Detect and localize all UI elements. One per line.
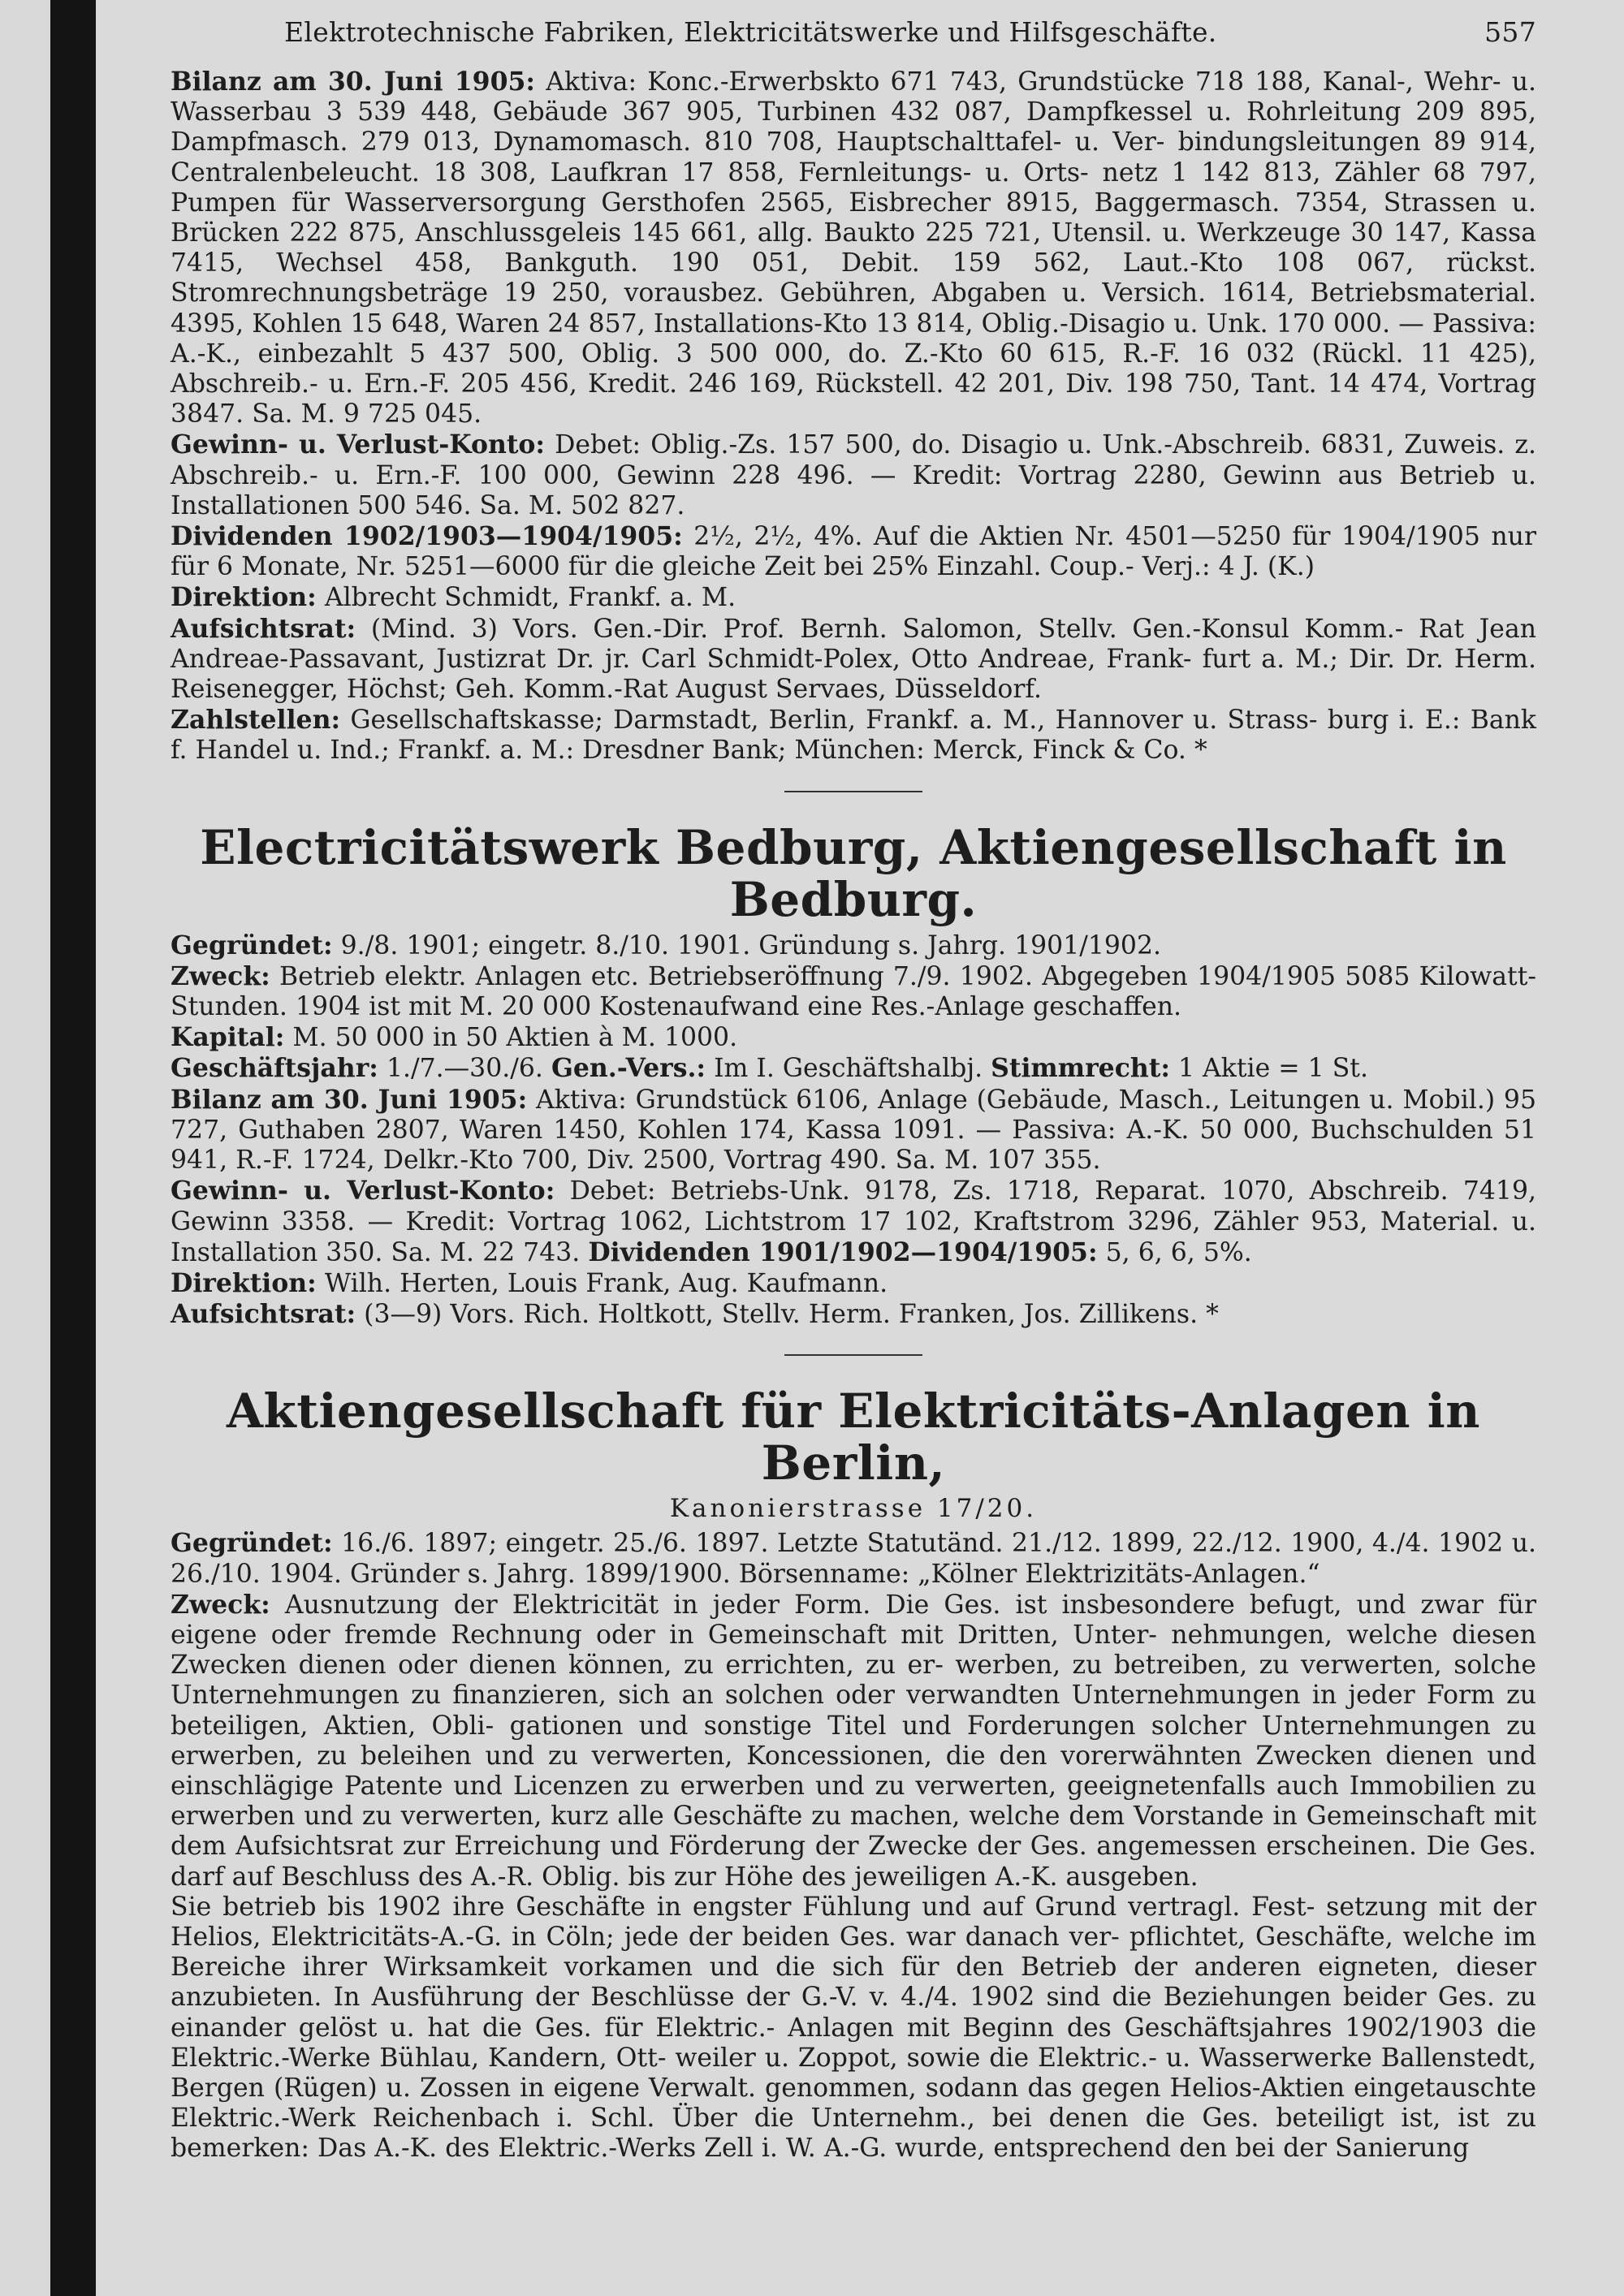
aufsichtsrat-label: Aufsichtsrat: [171, 1299, 356, 1330]
book-binding-shadow [50, 0, 96, 2296]
text-line: Betrieb elektr. Anlagen etc. Betriebseröffnung 7./9. 1902. Abgegeben 1904/1905 [279, 961, 1337, 991]
bilanz-paragraph [171, 1085, 1536, 1176]
aufsichtsrat-paragraph [171, 1299, 1536, 1330]
zahlstellen-paragraph [171, 705, 1536, 766]
text-line: pflichtet, Geschäfte, welche im Bereiche ihrer Wirksamkeit vorkamen und die sich für den [171, 1922, 1536, 1983]
stimmrecht-label: Stimmrecht: [991, 1053, 1170, 1084]
bilanz-label: Bilanz am 30. Juni 1905: [171, 67, 536, 97]
text-line: Versich. 1614, Betriebsmaterial. 4395, Kohlen 15 648, Waren 24 857, Installations-Kto 13 814, [171, 278, 1537, 339]
company-title: Aktiengesellschaft für Elektricitäts-Anlagen in Berlin, [227, 1383, 1480, 1491]
gegruendet-paragraph [171, 930, 1536, 961]
genvers-label: Gen.-Vers.: [551, 1053, 706, 1084]
bilanz-paragraph [171, 67, 1536, 429]
text-line: Betrieb der anderen eigneten, dieser anzubieten. In Ausführung der Beschlüsse der G.-V. [171, 1953, 1536, 2013]
text-line: Das A.-K. des Elektric.-Werks Zell i. W. A.-G. wurde, entsprechend den bei der Sanierung [317, 2134, 1470, 2164]
text-line: Debet: Oblig.-Zs. 157 500, do. Disagio u. Unk.-Abschreib. [555, 430, 1311, 460]
text-line: des A.-R. Oblig. bis zur Höhe des jeweiligen A.-K. ausgeben. [418, 1862, 1199, 1892]
text-line: netz 1 142 813, Zähler 68 797, Pumpen für Wasserversorgung Gersthofen 2565, Eisbrecher 8915, [171, 158, 1537, 218]
text-line: und einschlägige Patente und Licenzen zu erwerben und zu verwerten, geeignetenfalls [171, 1741, 1537, 1801]
text-line: Debet: Betriebs-Unk. 9178, Zs. 1718, Reparat. 1070, Abschreib. [569, 1176, 1449, 1206]
text-line: Laut.-Kto 108 067, rückst. Stromrechnungsbeträge 19 250, vorausbez. Gebühren, Abgaben u. [171, 248, 1536, 309]
text-line: Utensil. u. Werkzeuge 30 147, Kassa 7415, Wechsel 458, Bankguth. 190 051, Debit. 159 562, [171, 218, 1537, 278]
text-line: 2½, 2½, 4%. Auf die Aktien Nr. 4501—5250 für [693, 522, 1331, 552]
gegruendet-paragraph [171, 1528, 1536, 1589]
text-line: (Mind. 3) Vors. Gen.-Dir. Prof. Bernh. Salomon, Stellv. Gen.-Konsul Komm.- [370, 614, 1404, 644]
dividenden-text: 5, 6, 6, 5%. [1105, 1237, 1252, 1267]
direktion-paragraph [171, 582, 1536, 613]
page-content [171, 16, 1536, 2164]
gewinn-paragraph [171, 429, 1536, 521]
text-line: Anlagen mit Beginn des Geschäftsjahres 1902/1903 die Elektric.-Werke Bühlau, Kandern, Ott- [171, 2013, 1536, 2073]
gewinn-paragraph [171, 1176, 1536, 1268]
text-line: u. 26./10. 1904. Gründer s. Jahrg. 1899/1900. Börsenname: „Kölner Elektrizitäts-Anlagen.“ [171, 1529, 1537, 1589]
page [96, 0, 1624, 2296]
geschaeftsjahr-text: 1./7.—30./6. [386, 1054, 543, 1084]
zweck-paragraph [171, 961, 1536, 1022]
text-line: 7419, Gewinn 3358. — Kredit: Vortrag 1062, Lichtstrom 17 102, Kraftstrom 3296, Zähler 953, [171, 1176, 1537, 1236]
direktion-label: Direktion: [171, 582, 317, 613]
text-line: Oblig.-Disagio u. Unk. 170 000. — Passiva: A.-K., einbezahlt 5 437 500, Oblig. 3 500 000, do. [171, 309, 1537, 369]
text-line: u. Mobil.) 95 727, Guthaben 2807, Waren 1450, Kohlen 174, Kassa 1091. — Passiva: A.-K. [171, 1085, 1537, 1145]
gegruendet-label: Gegründet: [171, 930, 333, 960]
zweck-paragraph [171, 1590, 1536, 1892]
text-line: Baggermasch. 7354, Strassen u. Brücken 222 875, Anschlussgeleis 145 661, allg. Baukto 225 721, [171, 188, 1536, 248]
zahlstellen-label: Zahlstellen: [171, 705, 341, 736]
text-line: Kanal-, Wehr- u. Wasserbau 3 539 448, Gebäude 367 905, Turbinen 432 087, Dampfkessel u. [171, 67, 1537, 127]
company-address: Kanonierstrasse 17/20. [669, 1494, 1038, 1524]
aufsichtsrat-paragraph [171, 614, 1536, 706]
section-berlin [171, 1385, 1536, 2164]
direktion-paragraph [171, 1268, 1536, 1299]
text-line: in eigene Verwalt. genommen, sodann das gegen Helios-Aktien eingetauschte Elektric.-Werk [171, 2073, 1536, 2134]
text-line: bindungsleitungen 89 914, Centralenbeleucht. 18 308, Laufkran 17 858, Fernleitungs- u. Orts- [171, 127, 1537, 188]
dividenden-paragraph [171, 521, 1536, 582]
aufsichtsrat-text: (3—9) Vors. Rich. Holtkott, Stellv. Herm. Franken, Jos. Zillikens. * [364, 1300, 1219, 1330]
text-line: Z.-Kto 60 615, R.-F. 16 032 (Rückl. 11 425), Abschreib.- u. Ern.-F. 205 456, Kredit. 246 169, [171, 339, 1537, 399]
zweck-label: Zweck: [171, 960, 270, 991]
gewinn-label: Gewinn- u. Verlust-Konto: [171, 429, 546, 460]
text-line: v. 4./4. 1902 sind die Beziehungen beider Ges. zu einander gelöst u. hat die Ges. für Elektric.- [171, 1983, 1536, 2043]
text-line: Rat Jean Andreae-Passavant, Justizrat Dr. jr. Carl Schmidt-Polex, Otto Andreae, Frank- [171, 614, 1537, 674]
gewinn-label: Gewinn- u. Verlust-Konto: [171, 1176, 555, 1206]
text-line: Gewinn aus Betrieb u. Installationen 500 546. Sa. M. 502 827. [171, 460, 1537, 520]
text-line: Aktiva: Konc.-Erwerbskto 671 743, Grundstücke 718 188, [546, 67, 1312, 97]
page-number: 557 [1484, 16, 1536, 48]
text-line: weiler u. Zoppot, sowie die Elektric.- u. Wasserwerke Ballenstedt, Bergen (Rügen) u. Zossen [171, 2043, 1536, 2103]
text-line: welche dem Vorstande in Gemeinschaft mit dem Aufsichtsrat zur Erreichung und [171, 1802, 1536, 1862]
geschaeftsjahr-label: Geschäftsjahr: [171, 1053, 378, 1084]
direktion-label: Direktion: [171, 1267, 317, 1298]
text-line: Reichenbach i. Schl. Über die Unternehm., bei denen die Ges. beteiligt ist, ist zu bemerken: [171, 2104, 1536, 2164]
text-line: Gesellschaftskasse; Darmstadt, Berlin, Frankf. a. M., Hannover u. Strass- [350, 706, 1318, 736]
section-divider [784, 1354, 922, 1356]
stimmrecht-text: 1 Aktie = 1 St. [1177, 1054, 1368, 1084]
zweck-label: Zweck: [171, 1589, 270, 1620]
text-line: 16./6. 1897; eingetr. 25./6. 1897. Letzte Statutänd. 21./12. 1899, 22./12. 1900, 4./4. 1902 [341, 1529, 1504, 1559]
gegruendet-label: Gegründet: [171, 1528, 333, 1559]
kapital-label: Kapital: [171, 1022, 285, 1053]
text-line: Rohrleitung 209 895, Dampfmasch. 279 013, Dynamomasch. 810 708, Hauptschalttafel- u. Ver- [171, 97, 1536, 158]
kapital-paragraph [171, 1022, 1536, 1053]
text-line: setzung mit der Helios, Elektricitäts-A.-G. in Cöln; jede der beiden Ges. war danach ver- [171, 1892, 1536, 1952]
text-line: werben, zu betreiben, zu verwerten, solche Unternehmungen zu finanzieren, sich an [171, 1651, 1536, 1711]
text-line: gationen und sonstige Titel und Forderungen solcher Unternehmungen zu erwerben, [171, 1711, 1537, 1771]
text-line: Ausnutzung der Elektricität in jeder Form. Die Ges. ist insbesondere befugt, und [284, 1590, 1406, 1620]
aufsichtsrat-label: Aufsichtsrat: [171, 613, 356, 644]
text-line: Verj.: 4 J. (K.) [1142, 552, 1315, 582]
text-line: Sie betrieb bis 1902 ihre Geschäfte in engster Fühlung und auf Grund vertragl. Fest- [171, 1892, 1315, 1922]
section-divider [784, 791, 922, 792]
text-line: Rückstell. 42 201, Div. 198 750, Tant. 14 474, Vortrag 3847. Sa. M. 9 725 045. [171, 369, 1536, 429]
section-previous-company [171, 67, 1536, 766]
gegruendet-text: 9./8. 1901; eingetr. 8./10. 1901. Gründung s. Jahrg. 1901/1902. [340, 930, 1162, 960]
direktion-text: Albrecht Schmidt, Frankf. a. M. [324, 583, 736, 613]
text-line: 5085 Kilowatt-Stunden. 1904 ist mit M. 20 000 Kostenaufwand eine Res.-Anlage geschaffen. [171, 961, 1536, 1022]
dividenden-label: Dividenden 1902/1903—1904/1905: [171, 521, 683, 552]
genvers-text: Im I. Geschäftshalbj. [714, 1054, 983, 1084]
text-line: Förderung der Zwecke der Ges. angemessen erscheinen. Die Ges. darf auf Beschluss [171, 1832, 1536, 1892]
history-paragraph [171, 1892, 1536, 2164]
company-title: Electricitätswerk Bedburg, Aktiengesellschaft in Bedburg. [200, 819, 1507, 927]
running-title: Elektrotechnische Fabriken, Elektricitätswerke und Hilfsgeschäfte. [284, 16, 1217, 48]
geschaeftsjahr-paragraph [171, 1053, 1536, 1084]
text-line: 50 000, Buchschulden 51 941, R.-F. 1724, Delkr.-Kto 700, Div. 2500, Vortrag 490. Sa. M. 107 355. [171, 1115, 1536, 1176]
text-line: Material. u. Installation 350. Sa. M. 22 743. [171, 1206, 1537, 1267]
direktion-text: Wilh. Herten, Louis Frank, Aug. Kaufmann. [324, 1268, 888, 1298]
section-bedburg [171, 819, 1537, 1331]
bilanz-label: Bilanz am 30. Juni 1905: [171, 1084, 528, 1115]
text-line: furt a. M.; Dir. Dr. Herm. Reisenegger, Höchst; Geh. Komm.-Rat August Servaes, Düsseldorf. [171, 644, 1536, 705]
kapital-text: M. 50 000 in 50 Aktien à M. 1000. [292, 1023, 738, 1053]
text-line: solchen oder verwandten Unternehmungen in jeder Form zu beteiligen, Aktien, Obli- [171, 1681, 1536, 1741]
text-line: 1904/1905 nur für 6 Monate, Nr. 5251—6000 für die gleiche Zeit bei 25% Einzahl. Coup.- [171, 522, 1537, 582]
text-line: auch Immobilien zu erwerben und zu verwerten, kurz alle Geschäfte zu machen, [171, 1771, 1537, 1832]
text-line: burg i. E.: Bank f. Handel u. Ind.; Frankf. a. M.: Dresdner Bank; München: Merck, Finck & Co. * [171, 706, 1537, 766]
text-line: zu beleihen und zu verwerten, Koncessionen, die den vorerwähnten Zwecken dienen [317, 1741, 1474, 1771]
text-line: Aktiva: Grundstück 6106, Anlage (Gebäude, Masch., Leitungen [536, 1085, 1361, 1115]
dividenden-label: Dividenden 1901/1902—1904/1905: [588, 1236, 1098, 1267]
running-header [171, 16, 1536, 67]
facing-page-margin [0, 0, 50, 2296]
text-line: zwar für eigene oder fremde Rechnung oder in Gemeinschaft mit Dritten, Unter- [171, 1590, 1537, 1650]
text-line: 6831, Zuweis. z. Abschreib.- u. Ern.-F. 100 000, Gewinn 228 496. — Kredit: Vortrag 2280, [171, 430, 1537, 490]
text-line: nehmungen, welche diesen Zwecken dienen oder dienen können, zu errichten, zu er- [171, 1620, 1536, 1681]
